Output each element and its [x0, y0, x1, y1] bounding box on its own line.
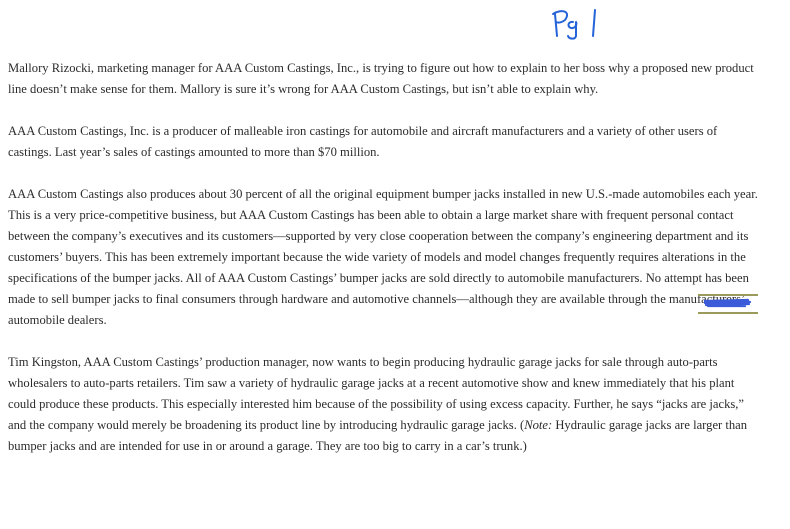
- paragraph-company-profile: AAA Custom Castings, Inc. is a producer of malleable iron castings for automobile and aircraft manufacturers and a variety of other users of castings. Last year’s sales of castings amounted to more than $70 million.: [8, 124, 718, 159]
- note-label: Note:: [524, 418, 553, 432]
- paragraph-intro: Mallory Rizocki, marketing manager for AAA Custom Castings, Inc., is trying to figure out how to explain to her boss why a proposed new product line doesn’t make sense for them. Mallory is sure it’s wrong for AAA Custom Castings, but isn’t able to explain why.: [8, 61, 754, 96]
- case-text: [8, 58, 760, 457]
- paragraph-bumper-jacks: AAA Custom Castings also produces about 30 percent of all the original equipment bumper jacks installed in new U.S.-made automobiles each year. This is a very price-competitive business, but AAA Custom Castings has been able to obtain a large market share with frequent personal contact between the company’s executives and its customers—supported by very close cooperation between the company’s engineering department and its customers’ buyers. This has been extremely important because the wide variety of models and model changes frequently requires alterations in the specifications of the bumper jacks. All of AAA Custom Castings’ bumper jacks are sold directly to automobile manufacturers. No attempt has been made to sell bumper jacks to final consumers through hardware and automotive channels—although they are available through the manufacturers’ automobile dealers.: [8, 187, 758, 327]
- handwritten-page-mark: [549, 4, 609, 40]
- scribbled-out-annotation: [696, 292, 760, 316]
- note-text: Hydraulic garage jacks are larger than bumper jacks and are intended for use in or around a garage. They are too big to carry in a car’s trunk.): [8, 418, 748, 453]
- paragraph-garage-jacks: [8, 352, 760, 457]
- garage-jacks-text: Tim Kingston, AAA Custom Castings’ production manager, now wants to begin producing hydraulic garage jacks for sale through auto-parts wholesalers to auto-parts retailers. Tim saw a variety of hydraulic garage jacks at a recent automotive show and knew immediately that his plant could produce these products. This especially interested him because of the possibility of using excess capacity. Further, he says “jacks are jacks,” and the company would merely be broadening its product line by introducing hydraulic garage jacks. (: [8, 355, 745, 432]
